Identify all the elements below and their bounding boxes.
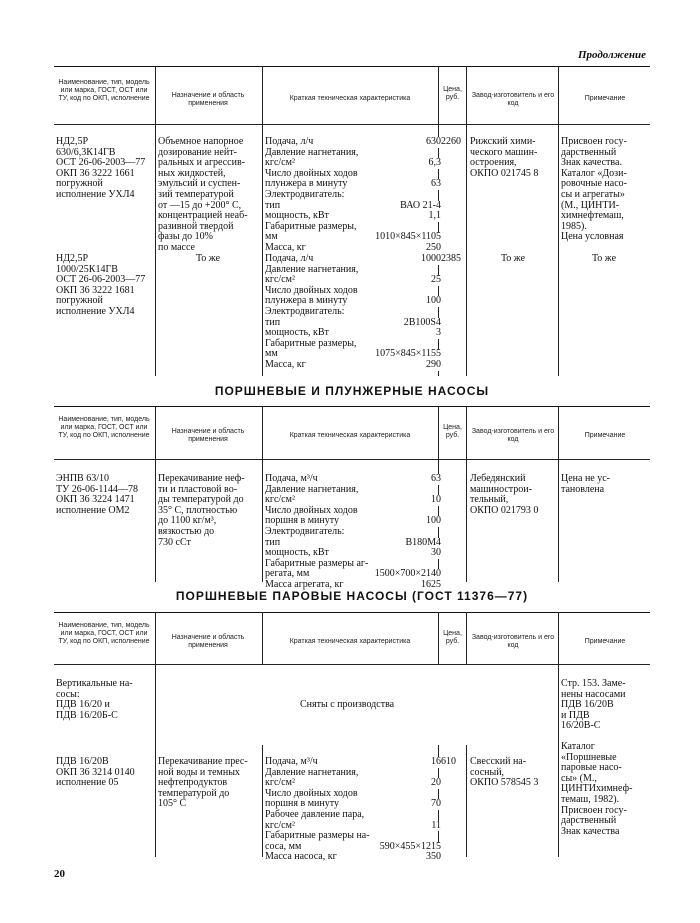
text-line: ПДВ 16/20В	[561, 699, 614, 711]
text-line: температурой до	[158, 787, 230, 799]
header-purpose-2: Назначение и область применения	[171, 428, 245, 443]
header-purpose: Назначение и область применения	[171, 92, 245, 107]
spec-label: Давление нагнетания,	[265, 146, 359, 158]
text-line: вязкостью до	[158, 525, 215, 537]
text-line: ных жидкостей,	[158, 167, 226, 179]
spec-pdv-16-20v	[265, 757, 441, 863]
text-line: Каталог «Дози-	[561, 167, 627, 179]
spec-label: Электродвигатель:	[265, 188, 345, 200]
text-line: ровочные насо-	[561, 178, 627, 190]
text-line: Свесский на-	[470, 756, 527, 767]
spec-label: кгс/см²	[265, 494, 295, 506]
header-spec-3: Краткая техническая характеристика	[289, 638, 411, 645]
text-line: концентрацией неаб-	[158, 210, 248, 222]
spec-label: тип	[265, 536, 281, 548]
text-line: исполнение ОМ2	[56, 504, 130, 516]
spec-value: 350	[426, 851, 441, 863]
text-line: НД2,5Р	[56, 136, 89, 147]
header-maker-3: Завод-изготовитель и его код	[471, 634, 555, 649]
header-maker: Завод-изготовитель и его код	[471, 92, 555, 107]
spec-value: 2В100S4	[403, 316, 441, 328]
text-line: исполнение УХЛ4	[56, 305, 135, 317]
note-enpv	[561, 474, 610, 495]
spec-value: 16	[431, 756, 441, 767]
maker-pdv-16-20v	[470, 757, 538, 789]
text-line: эмульсий и суспен-	[158, 178, 241, 190]
text-line: ческого машин-	[470, 146, 538, 158]
spec-value: 100	[426, 515, 441, 527]
text-line: ОКПО 021745 8	[470, 167, 539, 179]
text-line: разивной твердой	[158, 220, 234, 232]
spec-label: Давление нагнетания,	[265, 766, 359, 778]
spec-label: Давление нагнетания,	[265, 263, 359, 275]
text-line: тановлена	[561, 483, 605, 495]
text-line: 730 сСт	[158, 536, 191, 548]
text-line: То же	[195, 253, 221, 264]
spec-label: тип	[265, 199, 281, 211]
text-line: 1985).	[561, 220, 587, 232]
text-line: ОКП 36 3214 0140	[56, 766, 135, 778]
text-line: зий температурой	[158, 188, 234, 200]
spec-label: Масса насоса, кг	[265, 851, 337, 863]
spec-value: 630	[426, 136, 441, 147]
text-line: 1000/25К14ГВ	[56, 263, 118, 275]
spec-value: 70	[431, 798, 441, 810]
spec-value: 30	[431, 547, 441, 559]
text-line: ОКП 36 3222 1681	[56, 284, 135, 296]
text-line: ОСТ 26-06-2003—77	[56, 157, 146, 169]
text-line: сы» (М.,	[561, 772, 597, 784]
spec-label: Габаритные размеры,	[265, 220, 357, 232]
text-line: ОКП 36 3222 1661	[56, 167, 135, 179]
spec-row	[265, 190, 441, 201]
spec-label: мм	[265, 348, 278, 360]
spec-value: 1075×845×1155	[375, 348, 441, 360]
spec-label: плунжера в минуту	[265, 178, 348, 190]
spec-row	[265, 243, 441, 254]
spec-row	[265, 852, 441, 863]
header-note-3: Примечание	[584, 638, 626, 645]
section-title-piston-plunger: ПОРШНЕВЫЕ И ПЛУНЖЕРНЫЕ НАСОСЫ	[214, 384, 490, 398]
header-model-3: Наименование, тип, модель или марка, ГОСТ, ОСТ или ТУ, код по ОКП, исполнение	[58, 622, 150, 645]
model-enpv	[56, 474, 138, 516]
header-note: Примечание	[584, 95, 626, 102]
spec-nd25r-630	[265, 137, 441, 254]
text-line: ЦИНТИхимнеф-	[561, 783, 633, 795]
text-line: 105° С	[158, 798, 187, 810]
purpose-nd25r-630	[158, 137, 248, 254]
text-line: ральных и агрессив-	[158, 157, 246, 169]
spec-label: соса, мм	[265, 840, 302, 852]
text-line: нефтепродуктов	[158, 777, 228, 789]
model-nd25r-630	[56, 137, 145, 201]
header-model: Наименование, тип, модель или марка, ГОСТ, ОСТ или ТУ, код по ОКП, исполнение	[58, 79, 150, 102]
text-line: ПДВ 16/20В	[56, 756, 109, 767]
text-line: Присвоен госу-	[561, 804, 627, 816]
text-line: Знак качества.	[561, 157, 622, 169]
text-line: ТУ 26-06-1144—78	[56, 483, 138, 495]
text-line: исполнение УХЛ4	[56, 188, 135, 200]
text-line: погружной	[56, 178, 103, 190]
text-line: паровые насо-	[561, 762, 622, 774]
note-nd25r-1000	[559, 254, 649, 265]
text-line: тельный,	[470, 494, 509, 506]
spec-label: кгс/см²	[265, 819, 295, 831]
spec-label: Электродвигатель:	[265, 305, 345, 317]
spec-label: поршня в минуту	[265, 515, 339, 527]
spec-label: Число двойных ходов	[265, 787, 358, 799]
text-line: ПДВ 16/20Б-С	[56, 709, 118, 721]
text-line: от —15 до +200° С,	[158, 199, 242, 211]
text-line: дозирование нейт-	[158, 146, 237, 158]
spec-label: тип	[265, 316, 281, 328]
spec-value: 63	[431, 473, 441, 484]
header-note-2: Примечание	[584, 432, 626, 439]
spec-value: 3	[436, 327, 441, 339]
spec-label: плунжера в минуту	[265, 295, 348, 307]
spec-label: мм	[265, 231, 278, 243]
text-line: Стр. 153. Заме-	[561, 678, 626, 689]
spec-value: 11	[431, 819, 441, 831]
text-line: ОКП 36 3224 1471	[56, 494, 135, 506]
spec-value: 10	[431, 494, 441, 506]
text-line: Знак качества	[561, 825, 620, 837]
text-line: ОКПО 021793 0	[470, 504, 539, 516]
header-price-2: Цена, руб.	[443, 424, 462, 439]
model-pdv-vertical	[56, 679, 133, 721]
maker-nd25r-630	[470, 137, 538, 179]
text-line: Перекачивание неф-	[158, 473, 245, 484]
price-pdv-16-20v: 610	[441, 756, 456, 767]
purpose-pdv-16-20v	[158, 757, 248, 810]
model-nd25r-1000	[56, 254, 145, 318]
header-price: Цена, руб.	[443, 86, 462, 101]
spec-label: Подача, л/ч	[265, 253, 314, 264]
header-maker-2: Завод-изготовитель и его код	[471, 428, 555, 443]
spec-value: 250	[426, 241, 441, 253]
text-line: То же	[591, 253, 617, 264]
spec-label: Подача, л/ч	[265, 136, 314, 147]
spec-value: 1010×845×1105	[375, 231, 441, 243]
spec-value: 1625	[421, 578, 441, 590]
maker-nd25r-1000	[468, 254, 558, 265]
spec-value: ВАО 21-4	[400, 199, 441, 211]
spec-label: Число двойных ходов	[265, 504, 358, 516]
text-line: НД2,5Р	[56, 253, 89, 264]
purpose-nd25r-1000	[158, 254, 258, 265]
spec-label: Рабочее давление пара,	[265, 808, 365, 820]
text-line: дарственный	[561, 146, 617, 158]
maker-enpv	[470, 474, 538, 516]
text-line: погружной	[56, 295, 103, 307]
price-nd25r-1000: 2385	[441, 253, 461, 264]
text-line: ПДВ 16/20 и	[56, 699, 110, 711]
header-model-2: Наименование, тип, модель или марка, ГОСТ, ОСТ или ТУ, код по ОКП, исполнение	[58, 416, 150, 439]
spec-label: Число двойных ходов	[265, 167, 358, 179]
spec-value: В180М4	[405, 536, 441, 548]
text-line: Лебедянский	[470, 473, 526, 484]
text-line: нены насосами	[561, 688, 626, 700]
text-line: ОСТ 26-06-2003—77	[56, 274, 146, 286]
text-line: сосы:	[56, 688, 80, 700]
text-line: темаш, 1982).	[561, 793, 620, 805]
spec-row	[265, 307, 441, 318]
spec-label: Электродвигатель:	[265, 525, 345, 537]
spec-value: 25	[431, 274, 441, 286]
text-line: ти и пластовой во-	[158, 483, 238, 495]
spec-label: кгс/см²	[265, 777, 295, 789]
spec-value: 290	[426, 358, 441, 370]
price-nd25r-630: 2260	[441, 136, 461, 147]
text-line: по массе	[158, 241, 195, 253]
spec-label: мощность, кВт	[265, 547, 329, 559]
header-spec: Краткая техническая характеристика	[289, 95, 411, 102]
spec-label: Давление нагнетания,	[265, 483, 359, 495]
spec-value: 100	[426, 295, 441, 307]
spec-label: мощность, кВт	[265, 327, 329, 339]
text-line: 16/20В-С	[561, 720, 601, 732]
text-line: фазы до 10%	[158, 231, 214, 243]
text-line: 630/6,3К14ГВ	[56, 146, 116, 158]
text-line: ОКПО 578545 3	[470, 777, 539, 789]
spec-row	[265, 360, 441, 371]
text-line: 35° С, плотностью	[158, 504, 238, 516]
spec-row	[265, 527, 441, 538]
spec-label: Габаритные размеры на-	[265, 830, 370, 842]
spec-label: кгс/см²	[265, 157, 295, 169]
spec-value: 1500×700×2140	[374, 568, 441, 580]
text-line: Перекачивание прес-	[158, 756, 248, 767]
continuation-label: Продолжение	[577, 49, 646, 61]
spec-label: Масса, кг	[265, 241, 306, 253]
text-line: Объемное напорное	[158, 136, 244, 147]
text-line: химнефтемаш,	[561, 210, 624, 222]
spec-value: 1,1	[428, 210, 441, 222]
text-line: Рижский хими-	[470, 136, 536, 147]
spec-label: Масса агрегата, кг	[265, 578, 344, 590]
page-number: 20	[54, 868, 65, 880]
spec-enpv	[265, 474, 441, 591]
text-line: ды температурой до	[158, 494, 244, 506]
spec-label: Подача, м³/ч	[265, 473, 318, 484]
text-line: до 1100 кг/м³,	[158, 515, 217, 527]
text-line: сы и агрегаты»	[561, 188, 625, 200]
model-pdv-16-20v	[56, 757, 135, 789]
note-pdv-vertical	[561, 679, 626, 732]
text-line: и ПДВ	[561, 709, 590, 721]
header-spec-2: Краткая техническая характеристика	[289, 432, 411, 439]
text-line: сосный,	[470, 766, 505, 778]
purpose-enpv	[158, 474, 245, 548]
spec-label: мощность, кВт	[265, 210, 329, 222]
spec-label: регата, мм	[265, 568, 310, 580]
spec-label: поршня в минуту	[265, 798, 339, 810]
text-line: Каталог	[561, 741, 595, 752]
spec-nd25r-1000	[265, 254, 441, 371]
text-line: Вертикальные на-	[56, 678, 133, 689]
text-line: То же	[500, 253, 526, 264]
text-line: Цена не ус-	[561, 473, 611, 484]
spec-label: Число двойных ходов	[265, 284, 358, 296]
discontinued-note: Сняты с производства	[300, 699, 395, 710]
spec-label: Габаритные размеры,	[265, 337, 357, 349]
text-line: Присвоен госу-	[561, 136, 627, 147]
note-nd25r-630	[561, 137, 627, 243]
text-line: остроения,	[470, 157, 517, 169]
spec-value: 590×455×1215	[379, 840, 441, 852]
spec-label: Подача, м³/ч	[265, 756, 318, 767]
header-purpose-3: Назначение и область применения	[171, 634, 245, 649]
text-line: Цена условная	[561, 231, 624, 243]
text-line: дарственный	[561, 815, 617, 827]
note-pdv-16-20v	[561, 742, 632, 837]
spec-label: Габаритные размеры аг-	[265, 557, 369, 569]
text-line: «Поршневые	[561, 751, 617, 763]
spec-value: 63	[431, 178, 441, 190]
spec-label: Масса, кг	[265, 358, 306, 370]
spec-value: 1000	[421, 253, 441, 264]
text-line: ной воды и темных	[158, 766, 240, 778]
text-line: исполнение 05	[56, 777, 119, 789]
text-line: машинострои-	[470, 483, 532, 495]
text-line: (М., ЦИНТИ-	[561, 199, 620, 211]
spec-value: 6,3	[428, 157, 441, 169]
header-price-3: Цена, руб.	[443, 630, 462, 645]
section-title-steam-pumps: ПОРШНЕВЫЕ ПАРОВЫЕ НАСОСЫ (ГОСТ 11376—77)	[175, 589, 529, 603]
text-line: ЭНПВ 63/10	[56, 473, 109, 484]
spec-value: 20	[431, 777, 441, 789]
spec-label: кгс/см²	[265, 274, 295, 286]
